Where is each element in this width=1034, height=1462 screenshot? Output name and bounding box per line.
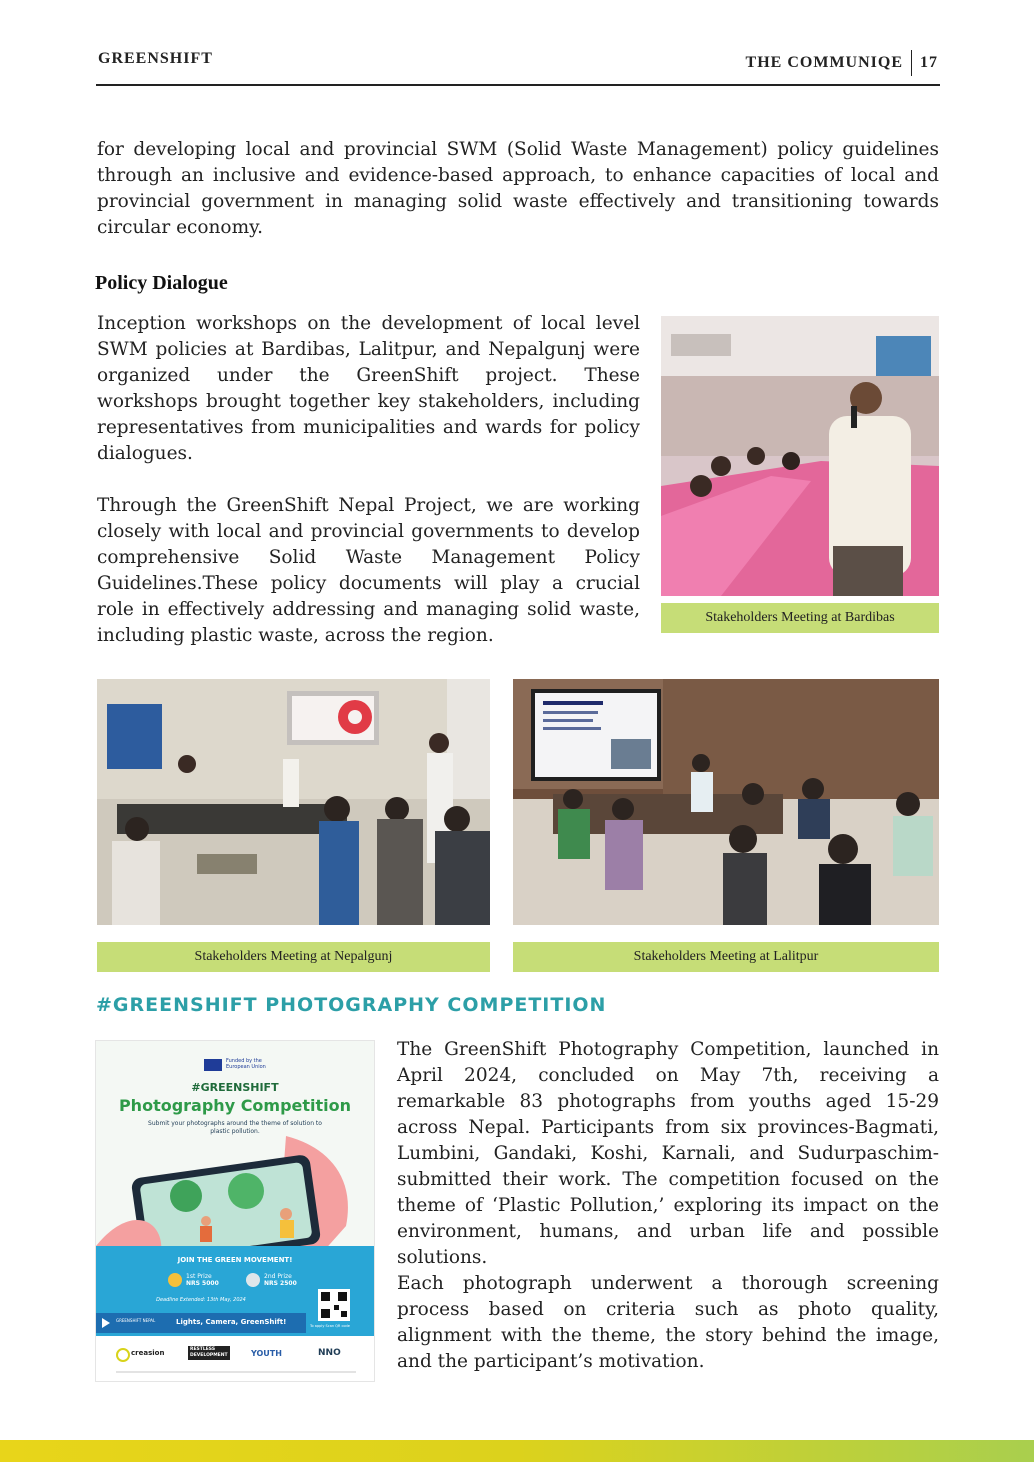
- policy-paragraph-2: Through the GreenShift Nepal Project, we are working closely with local and provincial governments to develop comprehensive Solid Waste Management Policy Guidelines.These policy documents will play a crucial role in effectively addressing and managing solid waste, including plastic waste, across the region.: [97, 495, 640, 646]
- logo-nno: NNO: [318, 1348, 341, 1358]
- policy-dialogue-heading: Policy Dialogue: [95, 272, 228, 294]
- caption-lalitpur: Stakeholders Meeting at Lalitpur: [513, 942, 939, 972]
- poster-subtitle: Submit your photographs around the theme of solution to plastic pollution.: [148, 1120, 322, 1135]
- poster-deadline: Deadline Extended: 13th May, 2024: [156, 1297, 246, 1303]
- page-number: 17: [920, 54, 938, 71]
- caption-nepalgunj: Stakeholders Meeting at Nepalgunj: [97, 942, 490, 972]
- poster-tagline: Lights, Camera, GreenShift!: [176, 1318, 287, 1326]
- lalitpur-meeting-photo: [513, 679, 939, 925]
- logo-youth: YOUTH: [251, 1349, 282, 1358]
- eu-flag-icon: [204, 1059, 222, 1071]
- header-rule: [96, 84, 940, 86]
- poster-title: Photography Competition: [118, 1096, 352, 1115]
- poster-prize1-amount: NRS 5000: [186, 1280, 219, 1287]
- poster-prize1-label: 1st Prize: [186, 1273, 212, 1280]
- footer-bar: [0, 1440, 1034, 1462]
- logo-creasion: creasion: [131, 1349, 165, 1357]
- competition-poster: [95, 1040, 375, 1382]
- prize1-medal-icon: [168, 1273, 182, 1287]
- qr-code-icon: [318, 1289, 350, 1321]
- creasion-logo-icon: [116, 1348, 130, 1362]
- poster-prize2: [264, 1273, 297, 1287]
- poster-prize1: [186, 1273, 219, 1287]
- nepalgunj-meeting-photo: [97, 679, 490, 925]
- poster-hashtag: #GREENSHIFT: [191, 1081, 279, 1094]
- publication-title: THE COMMUNIQE: [745, 54, 903, 71]
- competition-paragraph-2: Each photograph underwent a thorough screening process based on criteria such as photo quality, alignment with the theme, the story behind the image, and the participant’s motivation.: [397, 1273, 939, 1372]
- competition-paragraph-1: The GreenShift Photography Competition, launched in April 2024, concluded on May 7th, receiving a remarkable 83 photographs from youths aged 15-29 across Nepal. Participants from six provinces-Bagmati, Lumbini, Gandaki, Koshi, Karnali, and Sudurpaschim-submitted their work. The competition focused on the theme of ‘Plastic Pollution,’ exploring its impact on the environment, humans, and urban life and possible solutions.: [397, 1039, 939, 1268]
- header-divider: [911, 50, 912, 76]
- bardibas-meeting-photo: [661, 316, 939, 596]
- logo-restless: RESTLESS DEVELOPMENT: [188, 1346, 230, 1360]
- poster-prize2-amount: NRS 2500: [264, 1280, 297, 1287]
- poster-disclaimer-line: [116, 1371, 356, 1373]
- poster-scan: To apply Scan QR code: [310, 1324, 350, 1328]
- poster-prize2-label: 2nd Prize: [264, 1273, 292, 1280]
- caption-bardibas: Stakeholders Meeting at Bardibas: [661, 603, 939, 633]
- header-publication: [746, 50, 938, 76]
- poster-join: JOIN THE GREEN MOVEMENT!: [177, 1256, 293, 1264]
- prize2-medal-icon: [246, 1273, 260, 1287]
- poster-funded-by: Funded by the European Union: [226, 1058, 266, 1070]
- policy-paragraph-1: Inception workshops on the development of local level SWM policies at Bardibas, Lalitpur, and Nepalgunj were organized under the GreenShift project. These workshops brought together key stakeholders, including representatives from municipalities and wards for policy dialogues.: [97, 313, 640, 464]
- competition-title: #GREENSHIFT PHOTOGRAPHY COMPETITION: [96, 994, 607, 1016]
- header-brand: GREENSHIFT: [98, 50, 213, 67]
- play-icon: [102, 1318, 110, 1328]
- intro-paragraph: for developing local and provincial SWM (Solid Waste Management) policy guidelines through an inclusive and evidence-based approach, to enhance capacities of local and provincial government in managing solid waste effectively and transitioning towards circular economy.: [97, 139, 939, 238]
- poster-brand: GREENSHIFT NEPAL: [116, 1318, 156, 1323]
